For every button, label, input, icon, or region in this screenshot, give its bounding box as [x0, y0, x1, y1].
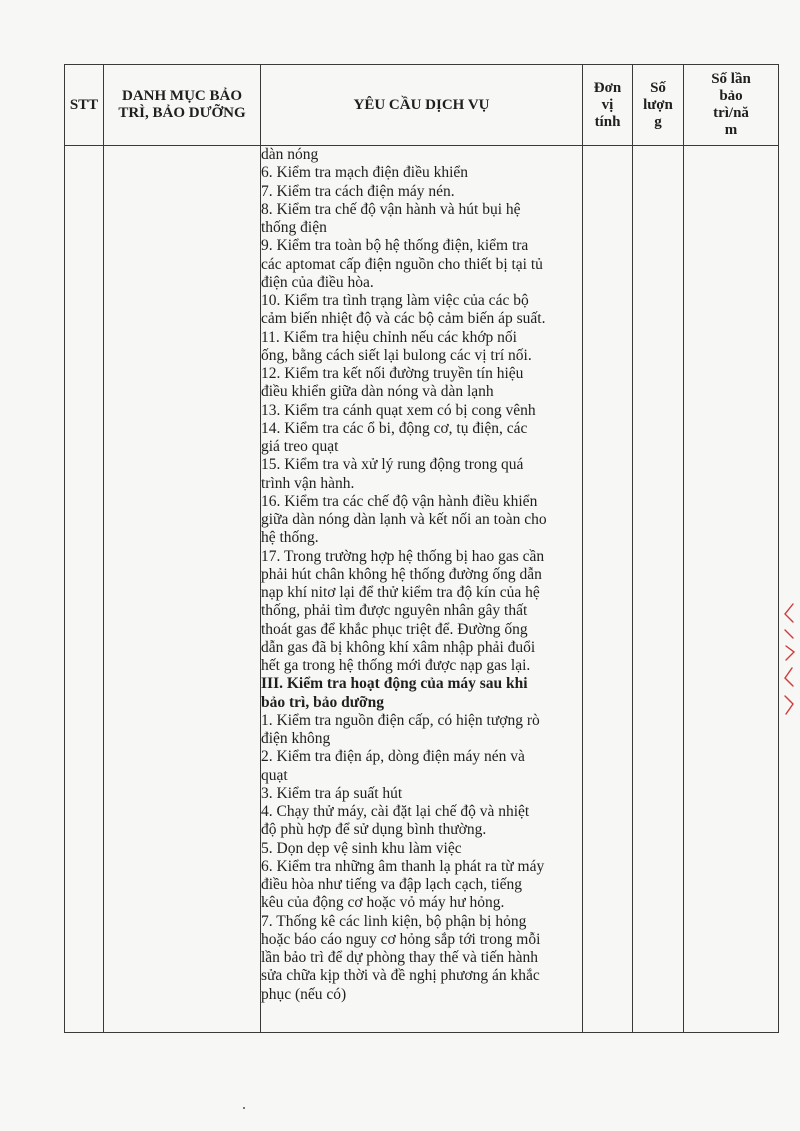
header-times-line: trì/nă [713, 105, 749, 121]
header-quantity [633, 65, 684, 146]
requirement-line: thoát gas để khắc phục triệt để. Đường ống [261, 620, 528, 638]
requirement-line: 9. Kiểm tra toàn bộ hệ thống điện, kiểm tra [261, 237, 529, 255]
requirement-line: hệ thống. [261, 529, 319, 547]
requirement-line: 2. Kiểm tra điện áp, dòng điện máy nén và [261, 748, 525, 766]
cell-unit [583, 146, 633, 1033]
requirement-line: 14. Kiểm tra các ổ bi, động cơ, tụ điện, các [261, 419, 528, 437]
requirement-line: 8. Kiểm tra chế độ vận hành và hút bụi hệ [261, 200, 521, 218]
requirement-line: quạt [261, 766, 288, 784]
header-unit-line: Đơn [593, 79, 622, 96]
requirement-line: 4. Chạy thử máy, cài đặt lại chế độ và nhiệt [261, 803, 530, 820]
requirement-line: hết ga trong hệ thống mới được nạp gas lại. [261, 657, 531, 674]
requirement-line: thống điện [261, 219, 327, 236]
requirement-line: thống, phải tìm được nguyên nhân gây thất [261, 602, 528, 620]
requirement-line: ống, bằng cách siết lại bulong các vị trí nối. [261, 346, 532, 364]
header-times-line: Số lần [711, 71, 751, 87]
header-unit [583, 65, 633, 146]
header-quantity-line: lượn [643, 96, 673, 113]
requirement-line: phải hút chân không hệ thống đường ống dẫn [261, 565, 542, 583]
requirement-line: 12. Kiểm tra kết nối đường truyền tín hiệu [261, 365, 524, 382]
section-heading-line: bảo trì, bảo dưỡng [261, 693, 384, 711]
requirement-line: 17. Trong trường hợp hệ thống bị hao gas cần [261, 547, 545, 565]
header-quantity-line: Số [650, 79, 666, 96]
section-heading-line: III. Kiểm tra hoạt động của máy sau khi [261, 675, 528, 693]
requirement-line: các aptomat cấp điện nguồn cho thiết bị tại tủ [261, 255, 543, 273]
cell-stt [65, 146, 104, 1033]
requirement-line: 3. Kiểm tra áp suất hút [261, 784, 403, 802]
requirement-line: kêu của động cơ hoặc vỏ máy hư hỏng. [261, 894, 505, 912]
requirement-line: giá treo quạt [261, 438, 339, 455]
cell-times [684, 146, 779, 1033]
requirement-line: trình vận hành. [261, 474, 355, 492]
cell-category [104, 146, 261, 1033]
requirement-line: hoặc báo cáo nguy cơ hỏng sắp tới trong mỗi [261, 930, 541, 948]
requirement-line: điều hòa như tiếng va đập lạch cạch, tiếng [261, 876, 523, 893]
cell-requirement [261, 146, 583, 1033]
requirement-line: 15. Kiểm tra và xử lý rung động trong quá [261, 456, 524, 474]
requirement-line: 11. Kiểm tra hiệu chỉnh nếu các khớp nối [261, 328, 517, 346]
requirement-line: 13. Kiểm tra cánh quạt xem có bị cong vênh [261, 401, 536, 419]
requirement-line: điện không [261, 730, 331, 747]
cell-quantity [633, 146, 684, 1033]
header-requirement: YÊU CẦU DỊCH VỤ [261, 65, 583, 146]
requirement-line: giữa dàn nóng dàn lạnh và kết nối an toàn cho [261, 511, 547, 528]
header-unit-line: tính [594, 113, 621, 130]
red-stamp-mark [782, 600, 796, 720]
requirement-line: 6. Kiểm tra những âm thanh lạ phát ra từ máy [261, 857, 545, 875]
table-row [65, 146, 779, 1033]
requirement-line: 16. Kiểm tra các chế độ vận hành điều khiển [261, 492, 538, 510]
requirement-line: dàn nóng [261, 146, 319, 163]
header-category-line: TRÌ, BẢO DƯỠNG [118, 105, 246, 121]
requirement-line: sửa chữa kịp thời và đề nghị phương án khắc [261, 967, 540, 985]
maintenance-table [64, 64, 779, 1033]
requirement-line: 7. Kiểm tra cách điện máy nén. [261, 182, 455, 200]
requirement-line: điều khiển giữa dàn nóng và dàn lạnh [261, 383, 494, 401]
header-quantity-line: g [654, 113, 662, 130]
header-times-per-year [684, 65, 779, 146]
requirement-line: phục (nếu có) [261, 985, 347, 1003]
requirement-line: 1. Kiểm tra nguồn điện cấp, có hiện tượng rò [261, 711, 540, 729]
header-category [104, 65, 261, 146]
requirement-line: độ phù hợp để sử dụng bình thường. [261, 821, 487, 839]
header-times-line: m [724, 122, 738, 138]
header-row [65, 65, 779, 146]
requirement-line: 6. Kiểm tra mạch điện điều khiển [261, 164, 469, 182]
header-unit-line: vị [601, 96, 614, 113]
requirement-line: 7. Thống kê các linh kiện, bộ phận bị hỏng [261, 912, 527, 930]
requirement-line: 5. Dọn dẹp vệ sinh khu làm việc [261, 839, 462, 857]
requirement-line: lần bảo trì để dự phòng thay thế và tiến hành [261, 949, 538, 966]
header-category-line: DANH MỤC BẢO [122, 88, 242, 104]
requirement-lines [261, 146, 582, 1004]
requirement-line: dẫn gas đã bị không khí xâm nhập phải đuổi [261, 638, 536, 656]
scan-speck [243, 1107, 245, 1109]
requirement-line: điện của điều hòa. [261, 273, 374, 291]
requirement-line: 10. Kiểm tra tình trạng làm việc của các bộ [261, 292, 529, 309]
requirement-line: cảm biến nhiệt độ và các bộ cảm biến áp suất. [261, 310, 546, 328]
requirement-line: nạp khí nitơ lại để thử kiểm tra độ kín của hệ [261, 584, 540, 601]
header-stt: STT [65, 65, 104, 146]
header-times-line: bảo [719, 88, 743, 104]
